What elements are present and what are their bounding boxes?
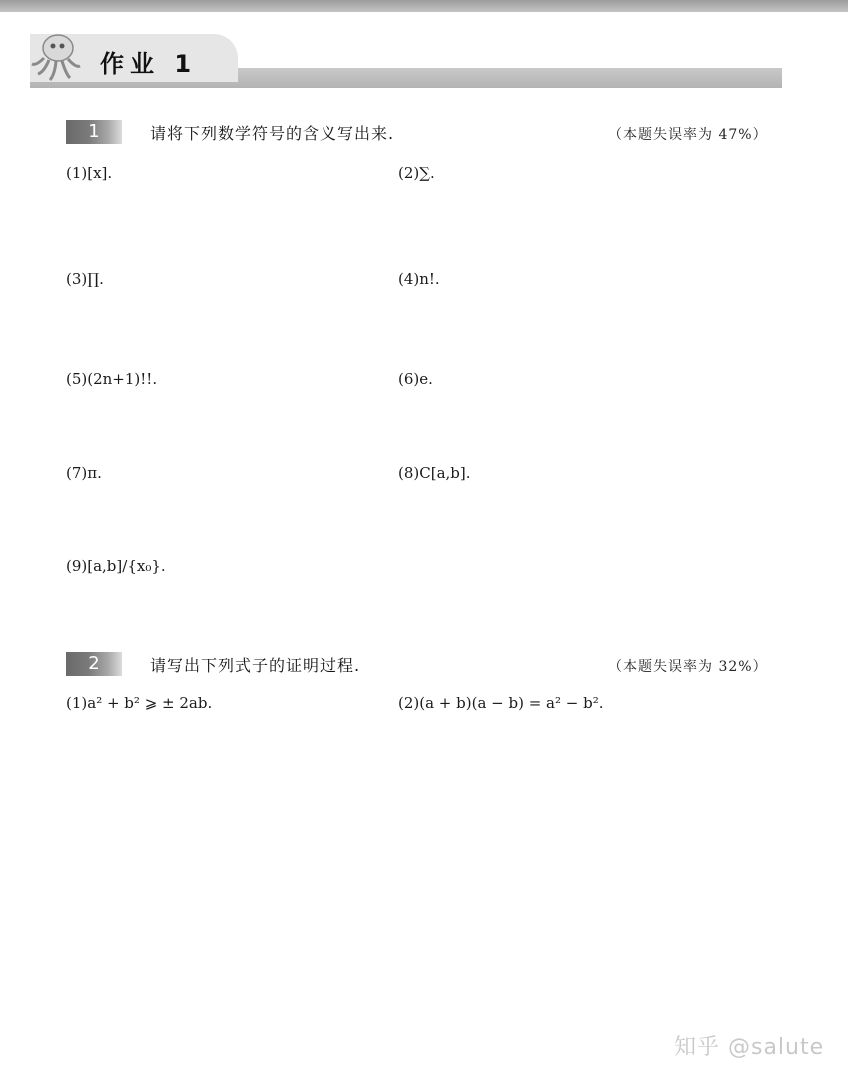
error-rate-note: （本题失误率为 32%）	[608, 659, 768, 675]
question-item: (9)[a,b]/{x₀}.	[66, 557, 166, 575]
octopus-icon	[30, 30, 82, 84]
watermark: 知乎 @salute	[674, 1035, 825, 1060]
page-title: 作业 1	[100, 50, 198, 78]
question-item: (1)a² + b² ⩾ ± 2ab.	[66, 694, 213, 712]
error-rate-note: （本题失误率为 47%）	[608, 127, 768, 143]
question-item: (6)e.	[398, 370, 433, 388]
question-item: (3)∏.	[66, 270, 104, 288]
question-item: (2)(a + b)(a − b) = a² − b².	[398, 694, 604, 712]
question-item: (7)π.	[66, 464, 102, 482]
question-item: (1)[x].	[66, 164, 113, 182]
question-number-badge: 1	[66, 120, 122, 144]
question-item: (2)∑.	[398, 164, 435, 182]
question-item: (8)C[a,b].	[398, 464, 471, 482]
question-item: (5)(2n+1)!!.	[66, 370, 158, 388]
question-item: (4)n!.	[398, 270, 440, 288]
top-edge-band	[0, 0, 848, 12]
question-prompt: 请写出下列式子的证明过程.	[150, 656, 361, 675]
question-prompt: 请将下列数学符号的含义写出来.	[150, 124, 395, 143]
question-number-badge: 2	[66, 652, 122, 676]
